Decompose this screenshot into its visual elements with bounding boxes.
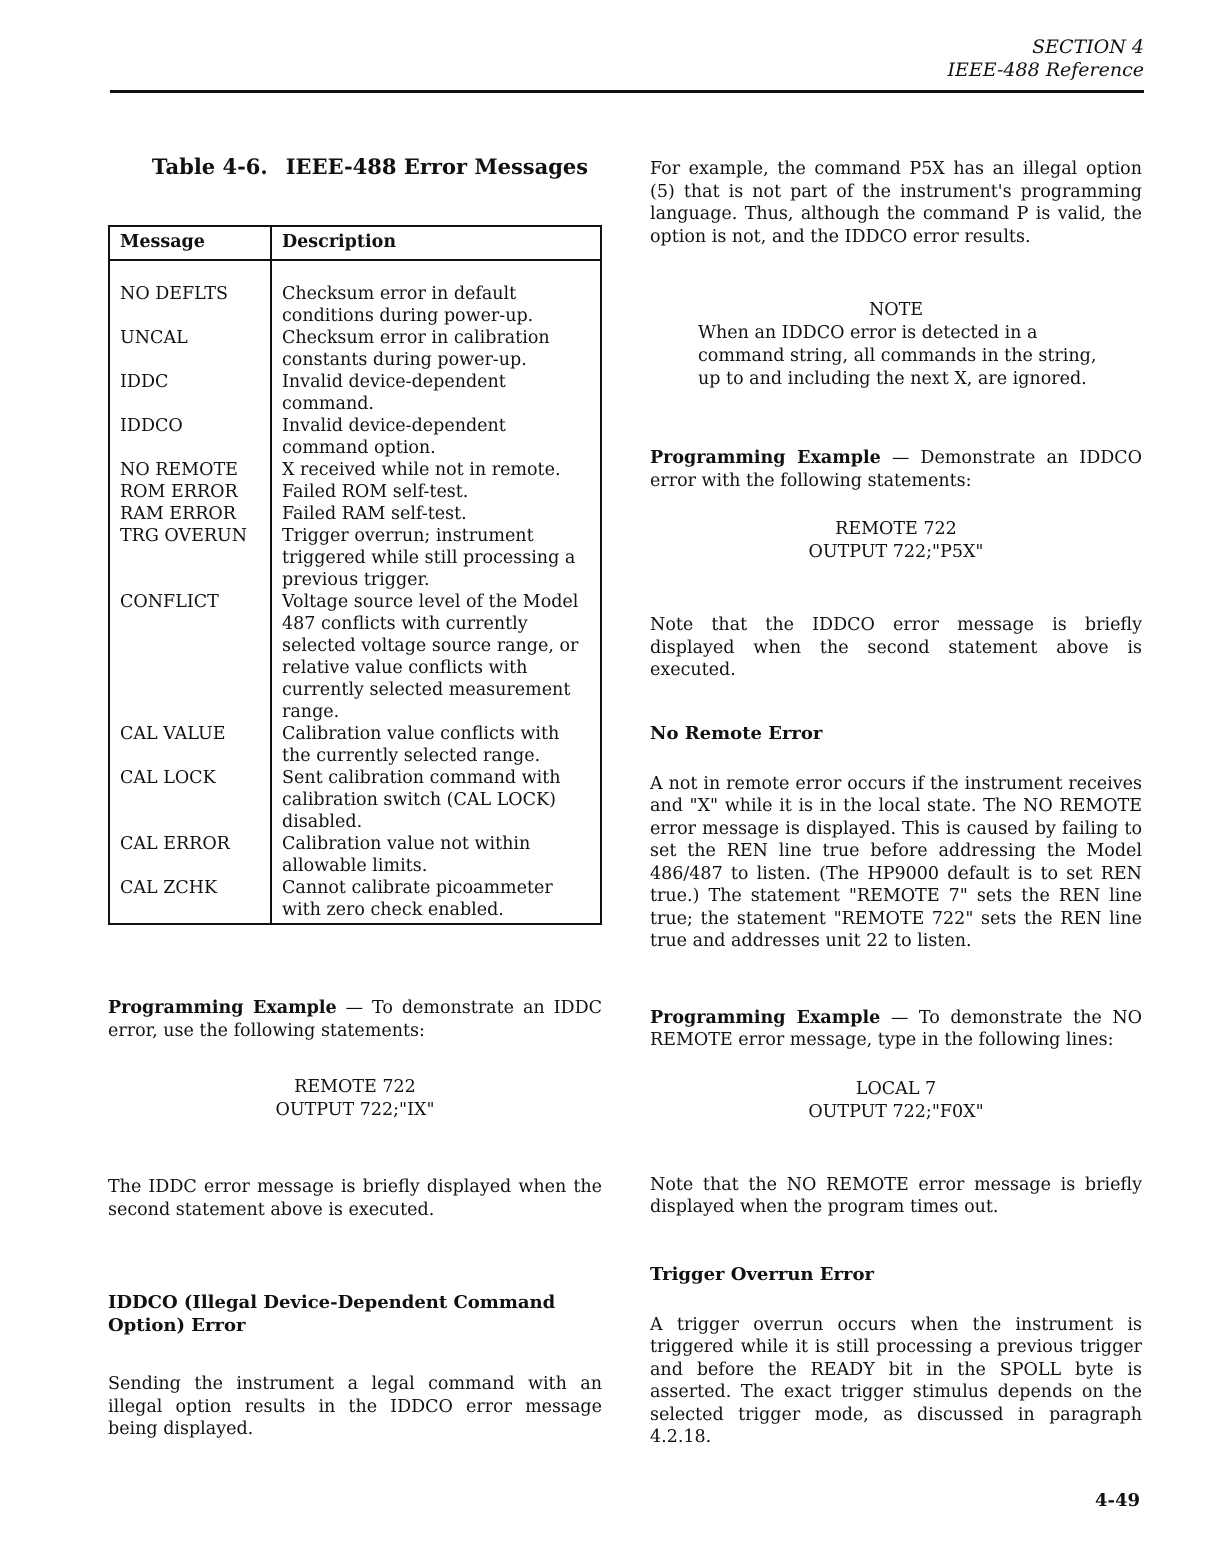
iddc-result-note: The IDDC error message is briefly displayed when the second statement above is executed. — [108, 1177, 602, 1220]
message-cell: CAL ERROR — [109, 833, 271, 877]
iddco-description: Sending the instrument a legal command with an illegal option results in the IDDCO error message being displayed. — [108, 1374, 602, 1439]
table-row — [109, 525, 601, 591]
no-remote-heading: No Remote Error — [650, 722, 823, 744]
description-cell: Failed RAM self-test. — [282, 504, 467, 524]
message-cell: CAL VALUE — [109, 723, 271, 767]
table-row — [109, 481, 601, 503]
description-cell: Voltage source level of the Model 487 conflicts with currently selected voltage source range, or relative value conflicts with currently selected measurement range. — [282, 592, 579, 722]
iddc-programming-example — [108, 997, 602, 1042]
trigger-overrun-heading: Trigger Overrun Error — [650, 1263, 874, 1285]
no-remote-result-note: Note that the NO REMOTE error message is briefly displayed when the program times out. — [650, 1174, 1142, 1217]
code-line: REMOTE 722 — [294, 1077, 416, 1097]
iddco-heading: IDDCO (Illegal Device-Dependent Command Option) Error — [108, 1292, 556, 1336]
code-line: LOCAL 7 — [855, 1078, 937, 1099]
description-cell: Invalid device-dependent command option. — [282, 416, 506, 458]
table-row — [109, 459, 601, 481]
table-row — [109, 503, 601, 525]
table-row — [109, 877, 601, 924]
header-rule — [110, 90, 1144, 93]
description-cell: Checksum error in calibration constants during power-up. — [282, 328, 550, 370]
left-column — [108, 130, 602, 1441]
column-header-message: Message — [109, 226, 271, 260]
message-cell: NO DEFLTS — [109, 260, 271, 327]
right-column — [650, 130, 1142, 1449]
code-line: REMOTE 722 — [835, 519, 957, 539]
section-subtitle: IEEE-488 Reference — [947, 59, 1144, 81]
programming-example-text: — Demonstrate an IDDCO error with the following statements: — [650, 448, 1142, 491]
programming-example-label: Programming Example — [650, 448, 881, 468]
iddco-code-block — [650, 518, 1142, 564]
description-cell: Calibration value not within allowable limits. — [282, 834, 531, 876]
message-cell: NO REMOTE — [109, 459, 271, 481]
p5x-example-paragraph: For example, the command P5X has an illegal option (5) that is not part of the instrument's programming language. Thus, although the command P is valid, the option is not, and the IDDCO error results. — [650, 159, 1142, 247]
running-header — [948, 36, 1144, 82]
no-remote-programming-example — [650, 1007, 1142, 1052]
table-row — [109, 371, 601, 415]
iddco-programming-example — [650, 447, 1142, 492]
description-cell: Calibration value conflicts with the currently selected range. — [282, 724, 560, 766]
code-line: OUTPUT 722;"IX" — [275, 1100, 435, 1120]
table-header-row — [109, 226, 601, 260]
note-body: When an IDDCO error is detected in a command string, all commands in the string, up to and including the next X, are ignored. — [698, 323, 1097, 389]
code-line: OUTPUT 722;"F0X" — [808, 1101, 984, 1122]
no-remote-code-block — [650, 1078, 1142, 1124]
table-row — [109, 767, 601, 833]
description-cell: Invalid device-dependent command. — [282, 372, 506, 414]
no-remote-description: A not in remote error occurs if the instrument receives and "X" while it is in the local state. The NO REMOTE error message is displayed. This is caused by failing to set the REN line true before addressing the Model 486/487 to listen. (The HP9000 default is to set REN true.) The statement "REMOTE 7" sets the REN line true; the statement "REMOTE 722" sets the REN line true and addresses unit 22 to listen. — [650, 773, 1142, 951]
table-caption — [138, 154, 602, 179]
message-cell: CAL ZCHK — [109, 877, 271, 924]
programming-example-label: Programming Example — [108, 998, 337, 1018]
table-title: IEEE-488 Error Messages — [285, 154, 589, 179]
description-cell: Failed ROM self-test. — [282, 482, 469, 502]
message-cell: CONFLICT — [109, 591, 271, 723]
table-row — [109, 415, 601, 459]
message-cell: IDDCO — [109, 415, 271, 459]
table-row — [109, 327, 601, 371]
description-cell: Cannot calibrate picoammeter with zero check enabled. — [282, 878, 553, 920]
table-row — [109, 260, 601, 327]
note-title: NOTE — [868, 300, 924, 320]
error-messages-table — [108, 225, 602, 925]
table-row — [109, 591, 601, 723]
column-header-description: Description — [271, 226, 601, 260]
message-cell: ROM ERROR — [109, 481, 271, 503]
code-line: OUTPUT 722;"P5X" — [808, 542, 984, 562]
message-cell: CAL LOCK — [109, 767, 271, 833]
programming-example-text: — To demonstrate an IDDC error, use the following statements: — [108, 998, 602, 1041]
description-cell: Checksum error in default conditions during power-up. — [282, 284, 534, 326]
programming-example-text: — To demonstrate the NO REMOTE error message, type in the following lines: — [650, 1007, 1142, 1050]
iddc-code-block — [108, 1076, 602, 1122]
message-cell: RAM ERROR — [109, 503, 271, 525]
iddco-result-note: Note that the IDDCO error message is briefly displayed when the second statement above is executed. — [650, 615, 1142, 680]
message-cell: IDDC — [109, 371, 271, 415]
description-cell: Trigger overrun; instrument triggered while still processing a previous trigger. — [282, 526, 576, 590]
description-cell: Sent calibration command with calibration switch (CAL LOCK) disabled. — [282, 768, 561, 832]
table-row — [109, 723, 601, 767]
description-cell: X received while not in remote. — [282, 460, 561, 480]
table-number: Table 4-6. — [151, 154, 268, 179]
programming-example-label: Programming Example — [650, 1007, 881, 1028]
message-cell: TRG OVERUN — [109, 525, 271, 591]
page-number: 4-49 — [1094, 1490, 1140, 1511]
message-cell: UNCAL — [109, 327, 271, 371]
table-row — [109, 833, 601, 877]
trigger-overrun-description: A trigger overrun occurs when the instrument is triggered while it is still processing a previous trigger and before the READY bit in the SPOLL byte is asserted. The exact trigger stimulus depends on the selected trigger mode, as discussed in paragraph 4.2.18. — [650, 1314, 1142, 1447]
section-label: SECTION 4 — [1032, 36, 1144, 58]
